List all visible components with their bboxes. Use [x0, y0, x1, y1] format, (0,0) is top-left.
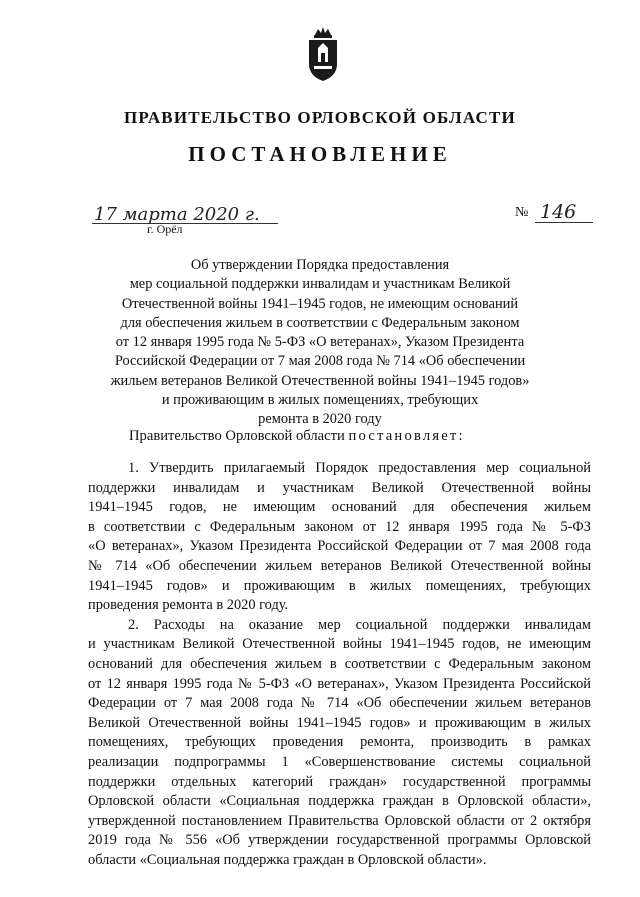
paragraph-2-line: 2. Расходы на оказание мер социальной поддержки инвалидам: [128, 616, 591, 633]
title-line: Отечественной войны 1941–1945 годов, не имеющим оснований: [121, 295, 519, 312]
paragraph-2-line: Великой Отечественной войны 1941–1945 годов» и проживающим в жилых: [88, 714, 591, 731]
paragraph-1-line: проведения ремонта в 2020 году.: [88, 597, 289, 614]
date-underline: [92, 223, 278, 224]
title-line: и проживающим в жилых помещениях, требующих: [161, 392, 479, 409]
paragraph-2-line: и участникам Великой Отечественной войны 1941–1945 годов, не имеющим: [88, 636, 591, 653]
svg-text:17 марта 2020 г.: 17 марта 2020 г.: [94, 204, 260, 225]
paragraph-2-line: утвержденной постановлением Правительства Орловской области от 2 октября: [88, 812, 591, 829]
paragraph-2-line: 2019 года № 556 «Об утверждении государственной программы Орловской: [88, 832, 591, 849]
organization-name: ПРАВИТЕЛЬСТВО ОРЛОВСКОЙ ОБЛАСТИ: [124, 108, 516, 127]
svg-text:146: 146: [540, 201, 577, 223]
title-line: ремонта в 2020 году: [258, 411, 382, 428]
document-body: [88, 459, 591, 870]
title-line: Российской Федерации от 7 мая 2008 года № 714 «Об обеспечении: [114, 353, 526, 370]
preamble-verb: постановляет:: [348, 428, 465, 444]
paragraph-1-line: № 714 «Об обеспечении жильем ветеранов Великой Отечественной войны: [88, 557, 591, 574]
title-line: для обеспечения жильем в соответствии с Федеральным законом: [120, 314, 520, 331]
paragraph-1-line: 1941–1945 годов, не имеющим оснований для обеспечения жильем: [88, 499, 591, 516]
coat-of-arms-emblem: [303, 26, 343, 82]
preamble: [129, 428, 465, 445]
paragraph-1-line: 1. Утвердить прилагаемый Порядок предоставления мер социальной: [128, 460, 591, 476]
paragraph-1-line: в соответствии с Федеральным законом от 12 января 1995 года № 5-ФЗ: [88, 518, 591, 535]
document-type: ПОСТАНОВЛЕНИЕ: [188, 142, 452, 166]
paragraph-1-line: «О ветеранах», Указом Президента Российской Федерации от 7 мая 2008 года: [88, 538, 591, 555]
city-label: г. Орёл: [147, 222, 183, 236]
title-line: Об утверждении Порядка предоставления: [190, 257, 450, 273]
paragraph-2-line: области «Социальная поддержка граждан в Орловской области».: [88, 851, 487, 868]
paragraph-2-line: от 12 января 1995 года № 5-ФЗ «О ветеранах», Указом Президента Российской: [88, 675, 591, 692]
paragraph-2-line: помещениях, требующих проведения ремонта, производить в рамках: [88, 734, 591, 751]
paragraph-2-line: Федерации от 7 мая 2008 года № 714 «Об обеспечении жильем ветеранов: [88, 695, 591, 712]
paragraph-1-line: 1941–1945 годов» и проживающим в жилых помещениях, требующих: [88, 577, 591, 594]
paragraph-2-line: Орловской области «Социальная поддержка граждан в Орловской области»,: [88, 793, 591, 810]
number-sign: №: [515, 205, 529, 220]
paragraph-2-line: поддержки отдельных категорий граждан» государственной программы: [88, 773, 591, 790]
number-underline: [535, 222, 593, 223]
title-line: жильем ветеранов Великой Отечественной войны 1941–1945 годов»: [110, 372, 530, 389]
handwritten-number: [538, 198, 592, 224]
paragraph-2-line: оснований для обеспечения жильем в соответствии с Федеральным законом: [88, 655, 591, 672]
title-line: от 12 января 1995 года № 5-ФЗ «О ветеранах», Указом Президента: [115, 334, 525, 351]
preamble-subject: Правительство Орловской области: [129, 428, 349, 444]
paragraph-1-line: поддержки инвалидам и участникам Великой Отечественной войны: [88, 479, 591, 496]
title-line: мер социальной поддержки инвалидам и участникам Великой: [129, 276, 511, 293]
document-title: [80, 256, 560, 430]
paragraph-2-line: реализации подпрограммы 1 «Совершенствование системы социальной: [88, 753, 591, 770]
